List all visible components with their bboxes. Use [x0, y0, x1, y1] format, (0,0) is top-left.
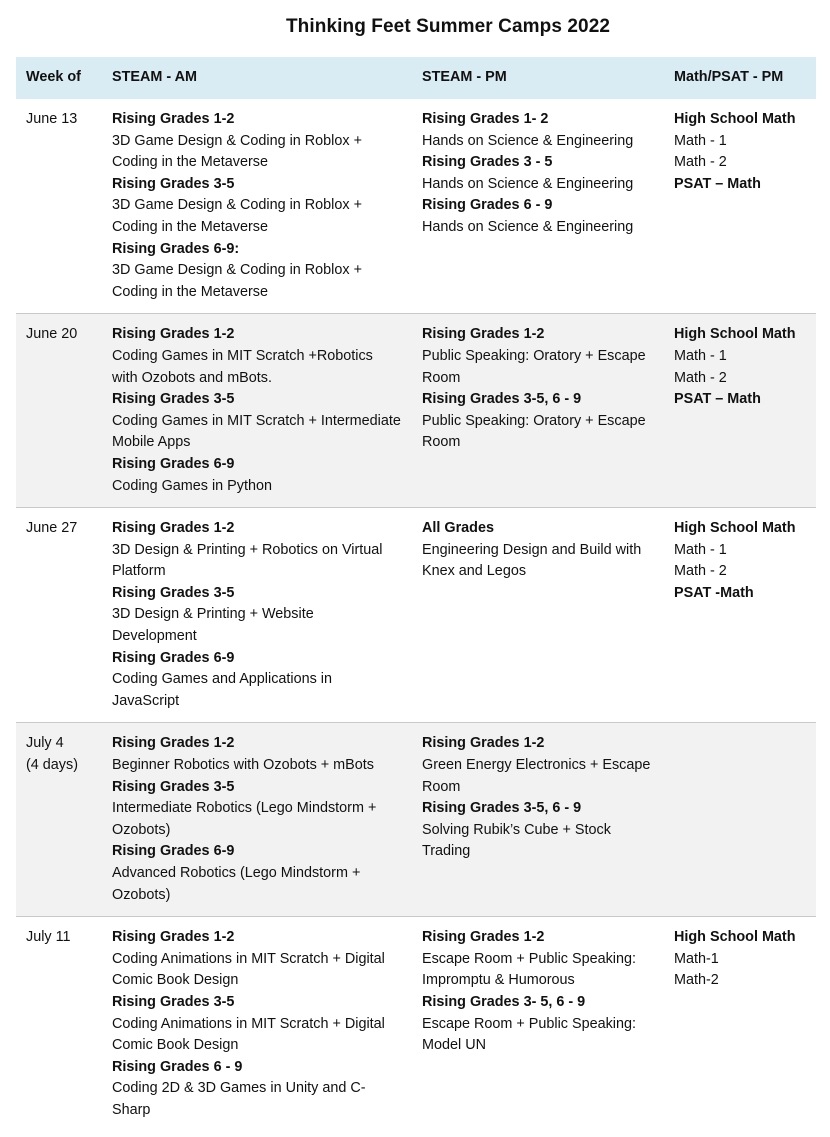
group-heading: Rising Grades 1-2 [112, 111, 235, 127]
week-label: June 27 [26, 520, 78, 537]
table-row [16, 723, 816, 917]
group-heading: Rising Grades 3- 5, 6 - 9 [422, 993, 586, 1010]
course-description: Coding Games in Python [112, 477, 272, 494]
week-cell [16, 723, 102, 917]
group-heading: Rising Grades 1- 2 [422, 111, 549, 127]
header-week: Week of [16, 57, 102, 99]
course-description: Public Speaking: Oratory + Escape Room [422, 412, 646, 451]
week-label: June 13 [26, 111, 78, 127]
course-description: Coding Games and Applications in JavaScript [112, 671, 332, 709]
steam-pm-cell [412, 723, 664, 917]
group-heading: Rising Grades 3-5 [112, 778, 235, 795]
course-description: 3D Game Design & Coding in Roblox + Coding in the Metaverse [112, 262, 362, 300]
group-heading: Rising Grades 3-5 [112, 175, 235, 192]
group-heading: Rising Grades 3-5, 6 - 9 [422, 391, 582, 408]
course-description: Math - 2 [674, 563, 727, 580]
week-label: June 20 [26, 326, 78, 343]
course-description: Math - 1 [674, 132, 727, 149]
course-description: Escape Room + Public Speaking: Model UN [422, 1015, 636, 1054]
group-heading: Rising Grades 3-5 [112, 584, 235, 601]
course-description: Coding Animations in MIT Scratch + Digital Comic Book Design [112, 950, 385, 989]
group-heading: Rising Grades 1-2 [112, 735, 235, 752]
week-label: July 4 [26, 735, 64, 752]
course-description: Coding Games in MIT Scratch + Intermediate Mobile Apps [112, 412, 401, 451]
group-heading: All Grades [422, 520, 494, 537]
course-description: 3D Game Design & Coding in Roblox + Coding in the Metaverse [112, 132, 362, 171]
group-heading: Rising Grades 1-2 [422, 735, 545, 752]
course-description: Solving Rubik’s Cube + Stock Trading [422, 821, 611, 860]
group-heading: Rising Grades 6 - 9 [112, 1058, 243, 1075]
group-heading: Rising Grades 3-5 [112, 993, 235, 1010]
steam-pm-cell [412, 314, 664, 508]
course-description: Green Energy Electronics + Escape Room [422, 757, 651, 795]
table-header [16, 57, 816, 99]
page-title: Thinking Feet Summer Camps 2022 [285, 16, 611, 37]
course-description: Math-2 [674, 972, 719, 989]
math-psat-cell [664, 314, 816, 508]
group-heading: Rising Grades 3-5, 6 - 9 [422, 800, 582, 817]
week-cell [16, 99, 102, 314]
course-description: Math - 1 [674, 347, 727, 364]
course-description: Coding Animations in MIT Scratch + Digital Comic Book Design [112, 1015, 385, 1054]
course-description: 3D Design & Printing + Robotics on Virtual Platform [112, 541, 383, 580]
group-heading: Rising Grades 1-2 [112, 520, 235, 537]
header-steam-pm: STEAM - PM [412, 57, 664, 99]
steam-am-cell [102, 99, 412, 314]
math-psat-cell [664, 917, 816, 1132]
math-psat-cell [664, 508, 816, 723]
group-heading: Rising Grades 1-2 [422, 326, 545, 343]
course-description: Intermediate Robotics (Lego Mindstorm + Ozobots) [112, 800, 377, 838]
week-cell [16, 917, 102, 1132]
steam-pm-cell [412, 508, 664, 723]
group-heading: Rising Grades 3 - 5 [422, 154, 553, 171]
week-label: (4 days) [26, 757, 78, 774]
course-description: Math - 1 [674, 541, 727, 558]
group-heading: Rising Grades 6-9 [112, 455, 235, 472]
week-cell [16, 508, 102, 723]
steam-am-cell [102, 314, 412, 508]
table-row [16, 99, 816, 314]
group-heading: PSAT -Math [674, 584, 754, 601]
group-heading: High School Math [674, 929, 796, 946]
group-heading: High School Math [674, 520, 796, 537]
table-row [16, 314, 816, 508]
group-heading: High School Math [674, 111, 796, 127]
group-heading: PSAT – Math [674, 391, 761, 408]
header-steam-am: STEAM - AM [102, 57, 412, 99]
course-description: Advanced Robotics (Lego Mindstorm + Ozobots) [112, 865, 361, 903]
math-psat-cell [664, 99, 816, 314]
course-description: Hands on Science & Engineering [422, 132, 634, 149]
course-description: Coding Games in MIT Scratch +Robotics with Ozobots and mBots. [112, 347, 373, 386]
group-heading: Rising Grades 1-2 [422, 929, 545, 946]
group-heading: PSAT – Math [674, 175, 761, 192]
course-description: Beginner Robotics with Ozobots + mBots [112, 757, 374, 774]
course-description: Math - 2 [674, 154, 727, 171]
course-description: Hands on Science & Engineering [422, 175, 634, 192]
steam-am-cell [102, 508, 412, 723]
course-description: 3D Game Design & Coding in Roblox + Coding in the Metaverse [112, 197, 362, 235]
math-psat-cell [664, 723, 816, 917]
steam-am-cell [102, 723, 412, 917]
group-heading: Rising Grades 1-2 [112, 929, 235, 946]
steam-pm-cell [412, 917, 664, 1132]
group-heading: Rising Grades 6 - 9 [422, 197, 553, 214]
schedule-table [16, 57, 816, 1132]
course-description: Escape Room + Public Speaking: Impromptu & Humorous [422, 950, 636, 989]
course-description: 3D Design & Printing + Website Development [112, 606, 314, 645]
table-body [16, 99, 816, 1132]
week-label: July 11 [26, 929, 71, 946]
steam-pm-cell [412, 99, 664, 314]
course-description: Engineering Design and Build with Knex and Legos [422, 541, 642, 580]
group-heading: High School Math [674, 326, 796, 343]
course-description: Coding 2D & 3D Games in Unity and C-Sharp [112, 1080, 366, 1118]
group-heading: Rising Grades 6-9 [112, 649, 235, 666]
week-cell [16, 314, 102, 508]
group-heading: Rising Grades 6-9 [112, 843, 235, 860]
course-description: Public Speaking: Oratory + Escape Room [422, 347, 646, 386]
group-heading: Rising Grades 3-5 [112, 391, 235, 408]
steam-am-cell [102, 917, 412, 1132]
course-description: Math-1 [674, 950, 719, 967]
header-math-psat: Math/PSAT - PM [664, 57, 816, 99]
table-row [16, 917, 816, 1132]
course-description: Hands on Science & Engineering [422, 218, 634, 235]
group-heading: Rising Grades 1-2 [112, 326, 235, 343]
group-heading: Rising Grades 6-9: [112, 240, 240, 257]
course-description: Math - 2 [674, 369, 727, 386]
table-row [16, 508, 816, 723]
